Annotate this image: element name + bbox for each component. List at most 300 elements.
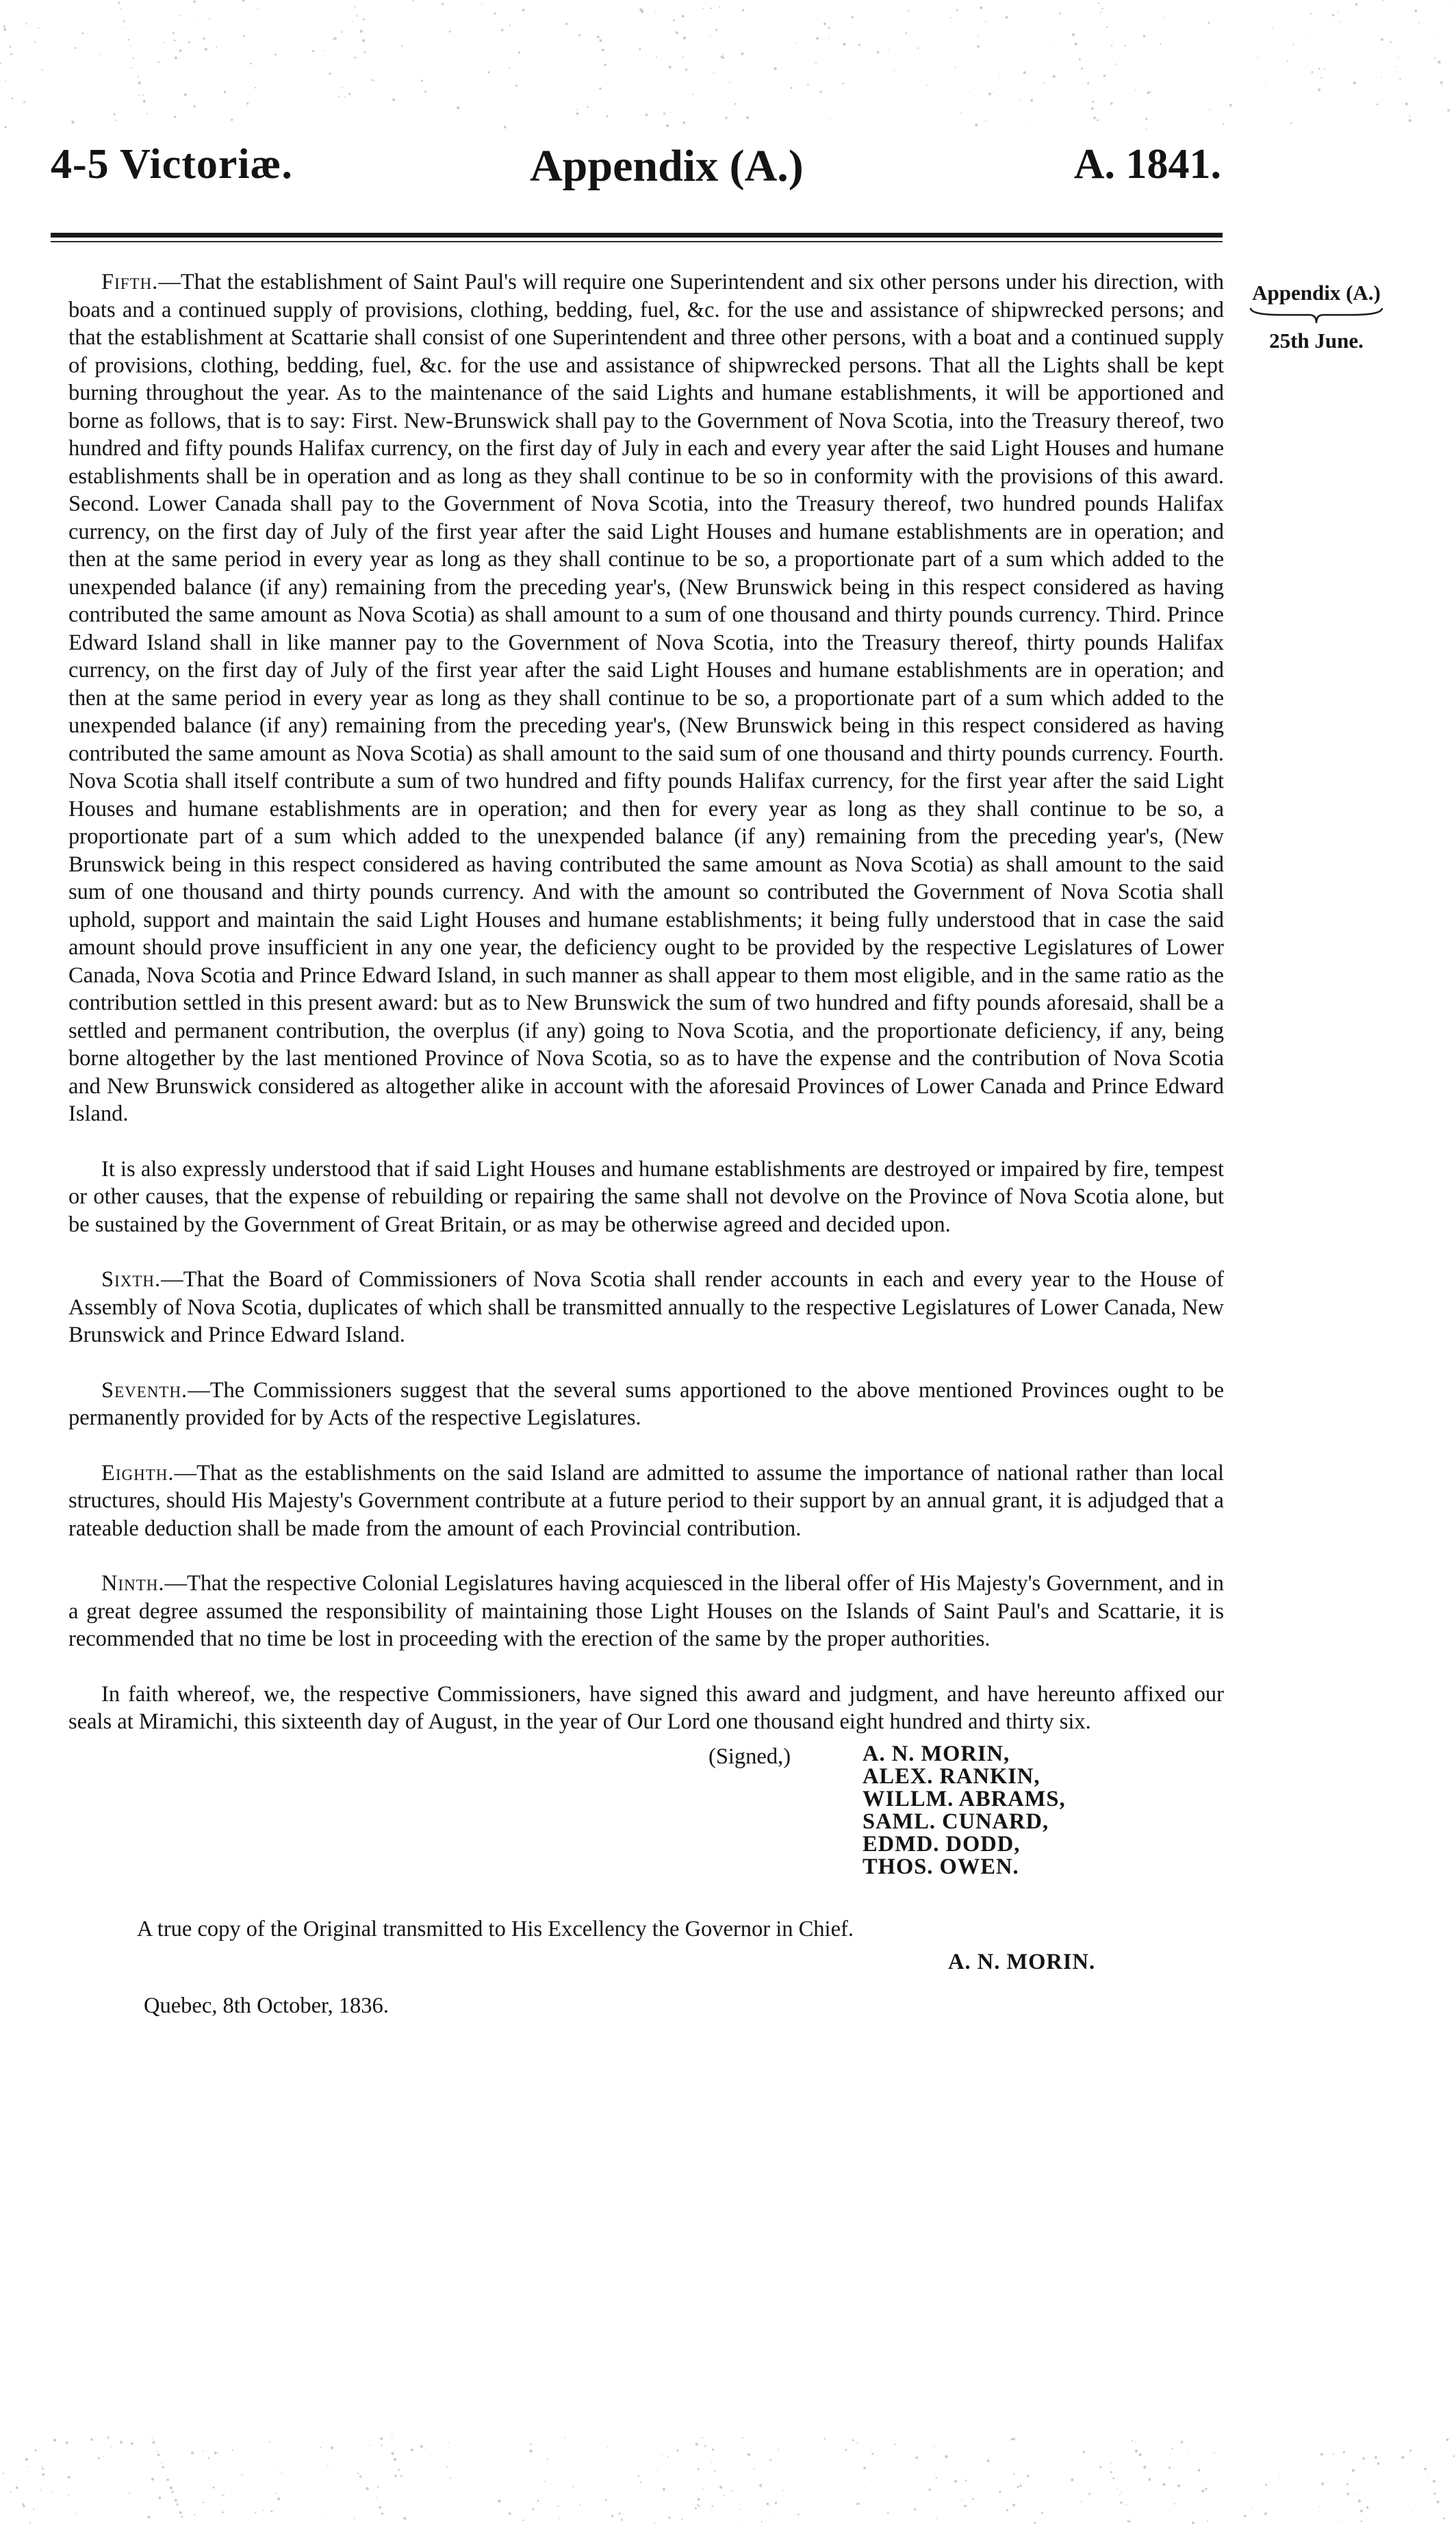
margin-note-date: 25th June. (1269, 329, 1364, 353)
paper-speck (68, 2495, 69, 2496)
paper-speck (99, 54, 101, 55)
paper-speck (327, 2465, 329, 2466)
paper-speck (1138, 2453, 1141, 2456)
paper-speck (1290, 123, 1292, 124)
paper-speck (179, 2511, 182, 2514)
paper-speck (721, 56, 724, 59)
paper-speck (1318, 68, 1320, 70)
paper-speck (120, 2441, 123, 2444)
paper-speck (962, 2500, 963, 2501)
paper-speck (735, 103, 737, 105)
paper-speck (576, 112, 579, 115)
paper-speck (71, 120, 74, 123)
paper-speck (153, 2441, 155, 2444)
paper-speck (1117, 2488, 1119, 2490)
true-copy-statement: A true copy of the Original transmitted to His Excellency the Governor in Chief. (137, 1916, 854, 1941)
paper-speck (151, 2478, 154, 2481)
paper-speck (494, 12, 496, 14)
paper-speck (1381, 77, 1382, 78)
paper-speck (742, 9, 744, 11)
paper-speck (103, 2456, 105, 2457)
paper-speck (857, 2443, 858, 2444)
paper-speck (698, 2498, 700, 2501)
paper-speck (179, 14, 181, 16)
paper-speck (769, 2459, 771, 2461)
paper-speck (509, 25, 511, 26)
paper-speck (1292, 44, 1294, 46)
paper-speck (148, 2516, 151, 2519)
paper-speck (954, 2480, 957, 2483)
paper-speck (702, 2488, 704, 2489)
paper-speck (377, 2486, 379, 2488)
paper-speck (357, 2473, 359, 2474)
paper-speck (1072, 34, 1075, 36)
paper-speck (446, 2466, 448, 2468)
paper-speck (250, 63, 252, 65)
paper-speck (9, 46, 11, 48)
paper-speck (1362, 2458, 1365, 2460)
paper-speck (159, 2497, 162, 2499)
paper-speck (1091, 107, 1094, 110)
paper-speck (1116, 64, 1117, 65)
header-year: A. 1841. (1073, 141, 1221, 188)
paper-speck (1088, 2493, 1090, 2495)
paragraph-eighth (68, 1459, 1224, 1543)
paper-speck (985, 21, 986, 23)
paper-speck (442, 3, 444, 5)
paper-speck (1098, 2, 1099, 3)
paper-speck (1338, 2520, 1339, 2521)
signatory: SAML. CUNARD, (863, 1809, 1049, 1834)
paper-speck (843, 43, 845, 46)
header-rule-thin (51, 241, 1223, 242)
paper-speck (1209, 21, 1210, 22)
paper-speck (978, 45, 980, 48)
paper-speck (1346, 2484, 1349, 2486)
paper-speck (725, 117, 727, 119)
paper-speck (639, 8, 642, 11)
faith-text: In faith whereof, we, the respective Commissioners, have signed this award and judgment, and have hereunto affixed our seals at Miramichi, this sixteenth day of August, in the year of Our Lord one thousand eight hundred and thirty six. (68, 1681, 1224, 1734)
paper-speck (605, 2499, 607, 2501)
eighth-heading: Eighth. (101, 1460, 175, 1486)
paper-speck (732, 2490, 733, 2491)
paper-speck (449, 31, 451, 33)
paper-speck (972, 2498, 974, 2500)
signature-block (68, 1743, 1224, 1914)
paper-speck (334, 37, 337, 40)
paper-speck (1375, 2456, 1377, 2459)
paper-speck (1006, 2509, 1008, 2511)
paper-speck (25, 2458, 28, 2461)
paper-speck (906, 32, 908, 34)
paper-speck (421, 79, 423, 81)
paper-speck (1442, 85, 1443, 86)
paper-speck (1453, 1, 1454, 2)
paper-speck (1377, 103, 1379, 105)
paper-speck (34, 41, 36, 42)
paper-speck (871, 2480, 872, 2481)
paper-speck (641, 10, 643, 13)
paper-speck (275, 2493, 277, 2494)
paper-speck (430, 2455, 431, 2456)
paper-speck (914, 2508, 916, 2510)
paper-speck (412, 0, 414, 1)
paper-speck (42, 69, 43, 71)
paper-speck (1440, 81, 1443, 84)
paper-speck (1083, 2451, 1085, 2453)
paper-speck (329, 73, 331, 75)
also-text: It is also expressly understood that if said Light Houses and humane establishments are destroyed or impaired by fire, tempest or other causes, that the expense of rebuilding or repairing the same shall not devolve on the Province of Nova Scotia alone, but be sustained by the Government of Great Britain, or as may be otherwise agreed and decided upon. (68, 1156, 1224, 1237)
paper-speck (10, 2491, 11, 2493)
paper-speck (373, 80, 374, 81)
paper-speck (38, 27, 39, 28)
paper-speck (587, 106, 589, 108)
paper-speck (915, 2456, 918, 2459)
signed-label: (Signed,) (708, 1744, 791, 1769)
paper-speck (1172, 2448, 1173, 2449)
paper-speck (1318, 88, 1320, 91)
paper-speck (683, 121, 686, 124)
paper-speck (1125, 2504, 1127, 2506)
paper-speck (1079, 58, 1081, 60)
paper-speck (602, 49, 604, 51)
paper-speck (697, 2504, 698, 2506)
paper-speck (663, 2488, 665, 2490)
paper-speck (420, 2445, 423, 2448)
paper-speck (392, 99, 395, 101)
paragraph-in-faith (68, 1681, 1224, 1736)
paper-speck (676, 31, 678, 34)
paper-speck (1097, 119, 1099, 121)
paper-speck (518, 51, 520, 53)
paper-speck (1017, 2486, 1019, 2488)
paper-speck (481, 3, 482, 4)
fifth-heading: Fifth. (101, 270, 159, 294)
paper-speck (131, 2443, 133, 2445)
paper-speck (394, 2458, 396, 2461)
paper-speck (1433, 2493, 1435, 2495)
paper-speck (1398, 57, 1399, 58)
paper-speck (41, 2466, 42, 2467)
paper-speck (188, 41, 190, 43)
paper-speck (607, 2447, 609, 2449)
paper-speck (26, 23, 27, 25)
paper-speck (639, 48, 641, 50)
paper-speck (1418, 23, 1420, 24)
paper-speck (1160, 44, 1161, 45)
paper-speck (1399, 79, 1401, 80)
paper-speck (1433, 2480, 1435, 2483)
paper-speck (354, 6, 355, 8)
paper-speck (129, 2493, 130, 2494)
paper-speck (676, 2449, 678, 2451)
paper-speck (929, 2488, 931, 2490)
brace-icon (1248, 305, 1385, 326)
paper-speck (164, 42, 165, 44)
paper-speck (917, 47, 919, 49)
paper-speck (213, 2486, 215, 2488)
paper-speck (1146, 129, 1147, 130)
paper-speck (1390, 41, 1392, 43)
paper-speck (1343, 2451, 1345, 2453)
paper-speck (172, 2491, 174, 2493)
paper-speck (146, 113, 148, 114)
paper-speck (1023, 71, 1026, 74)
paper-speck (1125, 45, 1126, 47)
paper-speck (692, 94, 693, 95)
fifth-text: —That the establishment of Saint Paul's will require one Superintendent and six other persons under his direction, with boats and a continued supply of provisions, clothing, bedding, fuel, &c. for the use and assistance of shipwrecked persons; and that the establishment at Scattarie shall consist of one Superintendent and three other persons, with a boat and a continued supply of provisions, clothing, bedding, fuel, &c. for the use and assistance of shipwrecked persons. That all the Lights shall be kept burning throughout the year. As to the maintenance of the said Lights and humane establishments, it will be apportioned and borne as follows, that is to say: First. New-Brunswick shall pay to the Government of Nova Scotia, into the Treasury thereof, two hundred and fifty pounds Halifax currency, on the first day of July in each and every year after the said Light Houses and humane establishments shall be in operation and as long as they shall continue to be so in conformity with the provisions of this award. Second. Lower Canada shall pay to the Government of Nova Scotia, into the Treasury thereof, two hundred pounds Halifax currency, on the first day of July of the first year after the said Light Houses and humane establishments are in operation; and then at the same period in every year as long as they shall continue to be so, a proportionate part of a sum which added to the unexpended balance (if any) remaining from the preceding year's, (New Brunswick being in this respect considered as having contributed the same amount as Nova Scotia) as shall amount to a sum of one thousand and thirty pounds currency. Third. Prince Edward Island shall in like manner pay to the Government of Nova Scotia, into the Treasury thereof, thirty pounds Halifax currency, on the first day of July of the first year after the said Light Houses and humane establishments are in operation; and then at the same period in every year as long as they shall continue to be so, a proportionate part of a sum which added to the unexpended balance (if any) remaining from the preceding year's, (New Brunswick being in this respect considered as having contributed the same amount as Nova Scotia) as shall amount to the said sum of one thousand and thirty pounds currency. Fourth. Nova Scotia shall itself contribute a sum of two hundred and fifty pounds Halifax currency, for the first year after the said Light Houses and humane establishments are in operation; and then for every year as long as they shall continue to be so, a proportionate part of a sum which added to the unexpended balance (if any) remaining from the preceding year's, (New Brunswick being in this respect considered as having contributed the same amount as Nova Scotia) as shall amount to the said sum of one thousand and thirty pounds currency. And with the amount so contributed the Government of Nova Scotia shall uphold, support and maintain the said Light Houses and humane establishments; it being fully understood that in case the said amount should prove insufficient in any one year, the deficiency ought to be provided by the respective Legislatures of Lower Canada, Nova Scotia and Prince Edward Island, in such manner as shall appear to them most eligible, and in the same ratio as the contribution settled in this present award: but as to New Brunswick the sum of two hundred and fifty pounds aforesaid, shall be a settled and permanent contribution, the overplus (if any) going to Nova Scotia, and the proportionate deficiency, if any, being borne altogether by the last mentioned Province of Nova Scotia, so as to have the expense and the contribution of Nova Scotia and New Brunswick considered as altogether alike in account with the aforesaid Provinces of Lower Canada and Prince Edward Island. (68, 270, 1224, 1126)
paper-speck (68, 2476, 71, 2479)
paper-speck (1405, 103, 1408, 105)
paper-speck (376, 2497, 377, 2498)
paper-speck (1092, 101, 1094, 103)
paper-speck (133, 58, 134, 59)
paper-speck (52, 2492, 53, 2493)
paper-speck (1360, 2510, 1363, 2512)
paper-speck (1111, 45, 1112, 47)
paper-speck (257, 9, 258, 10)
paper-speck (158, 62, 160, 64)
paper-speck (509, 2512, 511, 2515)
paragraph-ninth (68, 1570, 1224, 1653)
paper-speck (1355, 3, 1358, 6)
paper-speck (673, 19, 675, 21)
paper-speck (724, 2495, 725, 2496)
paper-speck (1019, 2484, 1021, 2486)
paper-speck (761, 2487, 762, 2488)
paper-speck (156, 2450, 157, 2451)
paper-speck (5, 80, 6, 81)
paper-speck (604, 64, 606, 66)
paper-speck (216, 47, 217, 48)
paper-speck (522, 9, 525, 12)
paper-speck (843, 83, 845, 85)
paper-speck (1087, 82, 1089, 84)
paper-speck (138, 94, 140, 96)
paper-speck (214, 2451, 217, 2454)
paper-speck (711, 8, 712, 9)
paper-speck (142, 94, 144, 96)
paper-speck (894, 2444, 895, 2445)
paper-speck (1143, 2466, 1146, 2469)
paper-speck (209, 18, 210, 20)
paper-speck (277, 2497, 280, 2500)
paper-speck (965, 2480, 967, 2482)
paper-speck (572, 2486, 574, 2487)
paper-speck (845, 2449, 847, 2451)
paper-speck (759, 2484, 762, 2487)
paper-speck (3, 25, 5, 27)
paper-speck (852, 2439, 854, 2441)
paper-speck (670, 112, 672, 114)
paper-speck (719, 2486, 722, 2488)
paper-speck (955, 66, 956, 68)
paper-speck (1320, 2453, 1323, 2456)
paper-speck (1081, 2501, 1082, 2502)
paper-speck (394, 2475, 396, 2477)
paper-speck (1168, 2466, 1171, 2469)
paper-speck (1352, 2469, 1355, 2472)
paper-speck (894, 70, 895, 71)
signatory: ALEX. RANKIN, (863, 1763, 1040, 1789)
paper-speck (400, 2475, 403, 2477)
paper-speck (274, 53, 277, 55)
paper-speck (1198, 2469, 1201, 2472)
paper-speck (1205, 2488, 1207, 2490)
paper-speck (269, 2441, 270, 2443)
paper-speck (1434, 58, 1435, 59)
paper-speck (1415, 10, 1418, 12)
seventh-text: —The Commissioners suggest that the several sums apportioned to the above mentioned Provinces ought to be permanently provided for by Acts of the respective Legislatures. (68, 1377, 1224, 1430)
paragraph-also-understood (68, 1156, 1224, 1239)
paper-speck (681, 2519, 682, 2520)
paper-speck (1447, 109, 1450, 112)
paper-speck (796, 42, 797, 44)
sixth-heading: Sixth. (101, 1267, 162, 1292)
paper-speck (450, 2477, 451, 2479)
ninth-text: —That the respective Colonial Legislatures having acquiesced in the liberal offer of His Majesty's Government, and in a great degree assumed the responsibility of maintaining those Light Houses on the Islands of Saint Paul's and Scattarie, it is recommended that no time be lost in proceeding with the erection of the same by the proper authorities. (68, 1571, 1224, 1651)
signatory: THOS. OWEN. (863, 1854, 1019, 1879)
paper-speck (964, 2505, 967, 2508)
paper-speck (1264, 85, 1265, 86)
paper-speck (29, 2522, 31, 2523)
paper-speck (775, 2502, 777, 2504)
paper-speck (331, 2447, 333, 2449)
paper-speck (1030, 99, 1033, 102)
paper-speck (1181, 2441, 1184, 2444)
paper-speck (10, 53, 12, 55)
paper-speck (401, 45, 403, 47)
paper-speck (203, 2501, 204, 2503)
paper-speck (411, 2449, 413, 2451)
paper-speck (579, 2504, 580, 2506)
paper-speck (1135, 90, 1136, 91)
paper-speck (175, 56, 177, 59)
paper-speck (1027, 2475, 1030, 2477)
paper-speck (1279, 2474, 1280, 2475)
paper-speck (338, 96, 340, 97)
paper-speck (1324, 68, 1325, 70)
paper-speck (1127, 2520, 1129, 2522)
paper-speck (1361, 2521, 1362, 2522)
paper-speck (391, 2452, 394, 2455)
paper-speck (1209, 109, 1210, 110)
paper-speck (320, 2447, 322, 2448)
paper-speck (1101, 8, 1103, 10)
paper-speck (1164, 17, 1166, 18)
paper-speck (797, 2514, 800, 2516)
paper-speck (1257, 57, 1258, 58)
paper-speck (537, 2500, 539, 2502)
paper-speck (120, 8, 121, 10)
paper-speck (203, 38, 205, 40)
paper-speck (161, 2462, 162, 2463)
paper-speck (852, 16, 854, 18)
paper-speck (702, 8, 704, 10)
paper-speck (1366, 2506, 1369, 2509)
paper-speck (364, 51, 366, 53)
paper-speck (1201, 2490, 1204, 2493)
paper-speck (450, 79, 451, 80)
paper-speck (110, 2446, 112, 2447)
paper-speck (856, 2503, 857, 2505)
paper-speck (1177, 2484, 1180, 2487)
paper-speck (1059, 12, 1061, 14)
paper-speck (3, 2473, 4, 2474)
paper-speck (1005, 16, 1008, 18)
paper-speck (695, 2443, 698, 2445)
paper-speck (663, 112, 665, 114)
paper-speck (778, 2449, 779, 2450)
paper-speck (1208, 23, 1210, 24)
paper-speck (1333, 2453, 1334, 2455)
paper-speck (1034, 2522, 1036, 2524)
paper-speck (621, 2519, 623, 2521)
paper-speck (487, 71, 489, 73)
paper-speck (355, 57, 357, 59)
paper-speck (742, 2437, 743, 2438)
paper-speck (66, 2441, 68, 2444)
paper-speck (863, 2467, 866, 2470)
paper-speck (1353, 81, 1356, 84)
paper-speck (175, 2499, 177, 2501)
paper-speck (243, 35, 245, 37)
paper-speck (1132, 2440, 1133, 2441)
paper-speck (950, 17, 951, 18)
paper-speck (379, 2506, 381, 2509)
paper-speck (1110, 2471, 1112, 2473)
paper-speck (1011, 2438, 1013, 2440)
header-rule-thick (51, 233, 1223, 238)
paper-speck (1075, 42, 1077, 45)
paper-speck (741, 53, 744, 55)
paper-speck (125, 27, 126, 28)
paper-speck (1135, 2449, 1138, 2452)
paper-speck (600, 40, 602, 42)
paper-speck (669, 66, 672, 68)
paper-speck (1053, 75, 1056, 78)
paper-speck (807, 84, 808, 86)
paper-speck (682, 15, 685, 18)
paper-speck (12, 97, 14, 99)
paper-speck (75, 47, 77, 49)
paper-speck (606, 115, 609, 117)
paper-speck (547, 2459, 548, 2460)
document-body (68, 268, 1224, 2033)
paper-speck (90, 2438, 93, 2441)
paper-speck (207, 2458, 209, 2460)
paper-speck (222, 2512, 225, 2514)
paper-speck (138, 81, 141, 84)
paper-speck (22, 2503, 24, 2506)
final-signature: A. N. MORIN. (948, 1950, 1096, 1974)
paper-speck (695, 2508, 697, 2510)
paper-speck (403, 2517, 406, 2520)
paper-speck (1264, 2513, 1266, 2515)
paper-speck (28, 2466, 29, 2467)
paper-speck (655, 11, 656, 12)
paper-speck (194, 1, 196, 3)
paper-speck (366, 2487, 368, 2490)
paper-speck (1020, 99, 1021, 100)
paper-speck (934, 2446, 935, 2447)
paper-speck (231, 2489, 232, 2490)
paper-speck (151, 2438, 153, 2439)
paper-speck (1121, 2492, 1122, 2493)
paper-speck (533, 2508, 535, 2510)
paper-speck (1012, 2503, 1015, 2506)
paper-speck (791, 87, 793, 89)
